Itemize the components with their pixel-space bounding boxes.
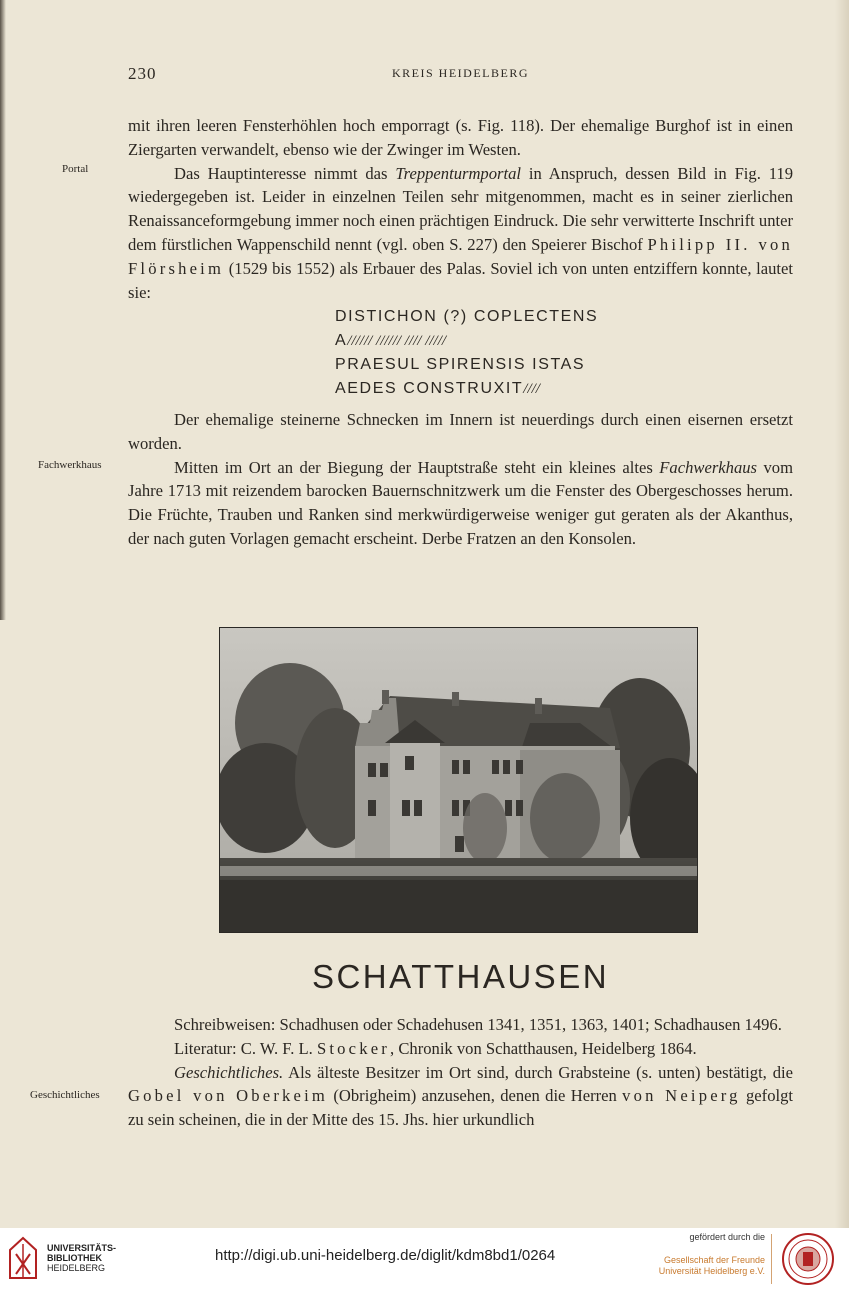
university-library-logo-icon bbox=[8, 1236, 38, 1280]
inscription-block bbox=[335, 305, 635, 401]
running-head: KREIS HEIDELBERG bbox=[392, 66, 529, 80]
text-block-bottom bbox=[128, 1013, 793, 1132]
paragraph-geschichtliches: Geschichtliches. Als älteste Besitzer im Ort sind, durch Grabsteine (s. unten) bestätigt, die Gobel von Oberkeim (Obrigheim) anzusehen, denen die Herren von Neiperg gefolgt zu sein scheinen, die in der Mitte des 15. Jhs. hier urkundlich bbox=[128, 1062, 794, 1130]
margin-note-portal: Portal bbox=[62, 163, 89, 175]
paragraph-literatur: Literatur: C. W. F. L. Stocker, Chronik von Schatthausen, Heidelberg 1864. bbox=[174, 1038, 697, 1058]
photo-schatthausen-manor bbox=[219, 627, 698, 933]
name-stocker: Stocker bbox=[316, 1038, 391, 1058]
paragraph-fachwerkhaus: Mitten im Ort an der Biegung der Hauptstraße steht ein kleines altes Fachwerkhaus vom Jahre 1713 mit reizendem barocken Bauernschnitzwerk um die Fenster des Obergeschosses herum. Die Früchte, Trauben und Ranken sind merkwürdigerweise weniger gut geraten als der Akanthus, der nach guten Vorlagen gemacht erscheint. Derbe Fratzen an den Konsolen. bbox=[128, 457, 793, 548]
term-geschichtliches: Geschichtliches. bbox=[174, 1062, 284, 1082]
name-philipp: Philipp II. von Flörsheim bbox=[128, 234, 793, 278]
paragraph-schnecken: Der ehemalige steinerne Schnecken im Innern ist neuerdings durch einen eisernen ersetzt worden. bbox=[128, 410, 793, 453]
page-edge bbox=[835, 0, 849, 1228]
inscription-line-1: DISTICHON (?) COPLECTENS bbox=[335, 308, 599, 325]
library-name: UNIVERSITÄTS- BIBLIOTHEK HEIDELBERG bbox=[47, 1243, 117, 1273]
page-header bbox=[128, 64, 793, 86]
inscription-line-4: AEDES CONSTRUXIT//// bbox=[335, 380, 540, 397]
margin-note-fachwerkhaus: Fachwerkhaus bbox=[38, 459, 102, 471]
inscription-line-3: PRAESUL SPIRENSIS ISTAS bbox=[335, 356, 586, 373]
text-block-middle bbox=[128, 408, 793, 551]
name-gobel: Gobel von Oberkeim bbox=[128, 1086, 329, 1106]
paragraph-burghof: mit ihren leeren Fensterhöhlen hoch emporragt (s. Fig. 118). Der ehemalige Burghof ist in einen Ziergarten verwandelt, ebenso wie der Zwinger im Westen. bbox=[128, 116, 793, 159]
term-fachwerkhaus: Fachwerkhaus bbox=[659, 457, 757, 477]
text-block-top bbox=[128, 114, 793, 304]
viewer-footer bbox=[0, 1228, 849, 1289]
term-treppenturmportal: Treppenturmportal bbox=[395, 163, 522, 183]
university-seal-icon bbox=[781, 1232, 835, 1286]
permalink-url[interactable]: http://digi.ub.uni-heidelberg.de/diglit/kdm8bd1/0264 bbox=[215, 1247, 556, 1264]
paragraph-schreibweisen: Schreibweisen: Schadhusen oder Schadehusen 1341, 1351, 1363, 1401; Schadhausen 1496. bbox=[174, 1015, 782, 1034]
paragraph-portal: Das Hauptinteresse nimmt das Treppenturmportal in Anspruch, dessen Bild in Fig. 119 wiedergegeben ist. Leider in einzelnen Teilen sehr mitgenommen, macht es in seiner zierlichen Renaissanceformgebung immer noch einen prächtigen Eindruck. Die sehr verwitterte Inschrift unter dem fürstlichen Wappenschild nennt (vgl. oben S. 227) den Speierer Bischof Philipp II. von Flörsheim (1529 bis 1552) als Erbauer des Palas. Soviel ich von unten entziffern konnte, lautet sie: bbox=[128, 163, 793, 302]
inscription-line-2: A////// ////// //// ///// bbox=[335, 332, 447, 349]
page-gutter-shadow bbox=[0, 0, 6, 620]
sponsor-credit: gefördert durch die Gesellschaft der Freunde Universität Heidelberg e.V. bbox=[658, 1232, 765, 1276]
margin-note-geschichtliches: Geschichtliches bbox=[30, 1089, 100, 1101]
name-neiperg: von Neiperg bbox=[622, 1086, 741, 1106]
divider bbox=[771, 1234, 772, 1284]
page-number: 230 bbox=[128, 64, 157, 83]
manor-house-photograph bbox=[220, 628, 697, 932]
section-title: SCHATTHAUSEN bbox=[311, 958, 610, 995]
